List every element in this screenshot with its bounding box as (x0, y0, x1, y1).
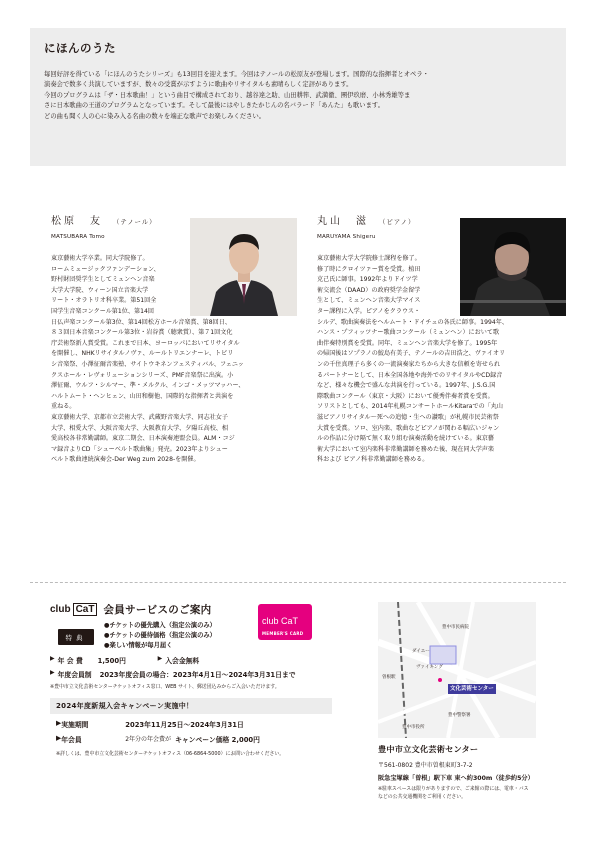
bio-line: ロームミュージックファンデーション、 (51, 265, 160, 273)
venue-name: 豊中市立文化芸術センター (378, 744, 479, 754)
triangle-icon: ▶ (56, 719, 62, 727)
bio-line: ハンス・プフィッツナー歌曲コンクール（ミュンヘン）において歌 (317, 329, 500, 337)
bio-line: ハルトムート・ヘンヒェン、山田和樹他、国際的な指揮者と共演を (51, 392, 234, 400)
intro-title: にほんのうた (44, 41, 116, 55)
bio-line: るパートナーとして、日本全国各地や海外でのリサイタルやCD録音 (317, 371, 503, 379)
bio-line: ８３回日本音楽コンクール第3位・岩谷賞（聴衆賞）、第７1回文化 (51, 329, 233, 337)
map-hospital-label: 豊中市民病院 (442, 625, 469, 630)
tenor-photo (190, 218, 297, 316)
bio-line: 澤征爾、ウルフ・シルマー、準・メルクル、インゴ・メッツマッハー、 (51, 382, 245, 390)
bio-line: 国学生音楽コンクール第1位、第14回 (51, 307, 154, 315)
pianist-photo (460, 218, 566, 316)
bio-line: 東京藝術大学大学院修士課程を修了。 (317, 255, 421, 262)
triangle-icon: ▶ (56, 734, 62, 742)
bio-line: 克己氏に師事。1992年よりドイツ学 (317, 276, 418, 284)
tenor-bio-bottom (51, 318, 301, 466)
access-map (378, 602, 536, 738)
map-daiei-label: ダイエー (412, 649, 430, 654)
venue-note (378, 786, 578, 801)
bio-line: など、様々な機会で盛んな共演を行っている。1997年、J.S.G.国 (317, 382, 496, 390)
bio-line: ター課程に入学。ピアノをクラウス・ (317, 307, 421, 315)
bio-line: リート・オラトリオ科卒業。第51回全 (51, 297, 157, 305)
map-police-label: 豊中警察署 (448, 713, 471, 718)
bio-line: 野村財団奨学生としてミュンヘン音楽 (51, 276, 155, 284)
bio-line: 修了時にクロイツァー賞を受賞。植田 (317, 265, 421, 273)
bio-line: 大学、相愛大学、大阪音楽大学、大阪教育大学、夕陽丘高校、相 (51, 424, 229, 432)
period-label: 年度会員制 (57, 671, 92, 679)
join-note: ※豊中市立文化芸術センターチケットオフィス窓口、WEB サイト、郵送団込みからご入会いただけます。 (50, 684, 280, 690)
campaign-title: 2024年度新規入会キャンペーン実施中！ (50, 698, 332, 714)
venue-address: 〒561-0802 豊中市曽根東町3-7-2 (378, 762, 473, 769)
intro-body (44, 70, 552, 122)
campaign-note: ※詳しくは、豊中市立文化芸術センターチケットオフィス（06-6864-5000）にお問い合わせください。 (56, 751, 285, 757)
triangle-icon: ▶ (50, 669, 55, 676)
bio-line: 生として、ミュンヘン音楽大学マイス (317, 297, 421, 305)
pianist-name: 丸山 滋 (317, 216, 369, 227)
campaign-fee-value: キャンペーン価格 2,000円 (175, 736, 260, 744)
bio-line: クスホール・レヴォリューションシリーズ、PMF音楽祭に出演。小 (51, 371, 234, 379)
bio-line: 滋ピアノリサイタル～死への追憶・生への讃歌」が札幌市民芸術祭 (317, 413, 499, 421)
club-header (50, 602, 370, 617)
tenor-name: 松原 友 (51, 216, 103, 227)
intro-line: 毎回好評を得ている「にほんのうたシリーズ」も13回目を迎えます。今回はテノールの松原友が登場します。国際的な指揮者とオペラ・ (44, 71, 429, 78)
bio-line: 日仏声楽コンクール第3位、第14回松方ホール音楽賞、第8回日、 (51, 318, 231, 326)
bio-line: 重ねる。 (51, 403, 76, 411)
venue-info (378, 744, 578, 801)
bio-line: ルの作品に分け隔て無く取り組む演奏活動を続けている。東京藝 (317, 435, 495, 443)
entry-fee: 入会金無料 (165, 657, 200, 665)
bio-line: マ録音よりCD「シューベルト歌曲集」発売。2023年よりシュー (51, 445, 228, 453)
bio-line: 術大学において室内楽科非常勤講師を務めた後、現在同大学声楽 (317, 445, 495, 453)
bio-line: ベルト歌曲連続演奏会-Der Weg zum 2028-を開催。 (51, 456, 200, 464)
bio-line: 庁芸術祭新人賞受賞。これまで日本、ヨーロッパにおいてリサイタル (51, 339, 240, 347)
bio-line: の帰国後はソプラノの鮫島有美子、テノールの吉田浩之、ヴァイオリ (317, 350, 506, 358)
pianist-bio-bottom (317, 318, 567, 466)
map-vaiking-label: ヴァイキング (416, 665, 443, 670)
perk-badge: 特典 (58, 629, 94, 645)
bio-line: 術交流会（DAAD）の政府奨学金留学 (317, 286, 421, 294)
bio-line: 東京藝術大学、京都市立芸術大学、武蔵野音楽大学、同志社女子 (51, 413, 229, 421)
campaign-fee-label: 年会員 (61, 736, 82, 744)
bio-line: 大学大学院、ウィーン国立音楽大学 (51, 286, 149, 294)
annual-fee-value: 1,500円 (97, 657, 126, 665)
bio-line: 愛高校各非常勤講師。東京二期会、日本演奏連盟会員。ALM・コジ (51, 435, 235, 443)
section-divider (30, 582, 566, 583)
campaign-period-value: 2023年11月25日～2024年3月31日 (125, 721, 244, 729)
pianist-roman-name: MARUYAMA Shigeru (317, 234, 376, 240)
bio-line: ンの千住真理子ら多くの一流演奏家たちから大きな信頼を寄せられ (317, 360, 501, 368)
club-logo-right: CaT (73, 603, 98, 616)
bio-line: 曲伴奏特別賞を受賞。同年、ミュンヘン音楽大学を修了。1995年 (317, 339, 498, 347)
bio-line: 東京藝術大学卒業。同大学院修了。 (51, 255, 149, 262)
perk-list (104, 621, 216, 651)
tenor-role: （テノール） (113, 218, 157, 226)
perk-item: ●チケットの優先購入（指定公演のみ） (104, 622, 216, 629)
map-city-hall-label: 豊中市役所 (402, 725, 425, 730)
bio-line: 大賞を受賞。ソロ、室内楽、歌曲などピアノが関わる幅広いジャン (317, 424, 500, 432)
campaign-fee-line (56, 734, 370, 744)
campaign-period-line (56, 719, 370, 729)
campaign-period-label: 実施期間 (61, 721, 89, 729)
bio-line: を開催し、NHKリサイタルノヴァ、ルールトリエンナーレ、トビリ (51, 350, 234, 358)
intro-section (30, 28, 566, 166)
map-station-label: 曽根駅 (382, 675, 396, 680)
bio-line: 科および ピアノ科非常勤講師を務める。 (317, 456, 429, 464)
bio-line: 際歌曲コンクール（東京・大阪）において優秀伴奏者賞を受賞。 (317, 392, 494, 400)
bio-line: シ音楽祭、小澤征爾音楽塾、サイトウキネンフェスティバル、フェニッ (51, 360, 244, 368)
intro-line: 今回のプログラムは「ザ・日本歌曲！」という曲目で構成されており、越谷達之助、山田耕筰、武満徹、團伊玖磨、小林秀雄等ま (44, 91, 411, 99)
club-membership-section (50, 602, 370, 757)
perk-item: ●チケットの優待価格（指定公演のみ） (104, 632, 216, 639)
annual-fee-line (50, 655, 370, 665)
period-line (50, 669, 370, 679)
member-card-image (258, 604, 312, 640)
tenor-roman-name: MATSUBARA Tomo (51, 234, 105, 240)
card-caption: MEMBER'S CARD (262, 631, 304, 636)
pianist-role: （ピアノ） (379, 218, 416, 226)
triangle-icon: ▶ (157, 655, 163, 662)
club-cat-logo (50, 603, 97, 616)
intro-line: どの曲も聞く人の心に染み入る名曲の数々を端正な歌声でお楽しみください。 (44, 112, 266, 120)
bio-line: シルデ、歌曲演奏法をヘルムート・ドイチュの各氏に師事。1994年、 (317, 318, 508, 326)
venue-access: 阪急宝塚線「曽根」駅下車 東へ約300m（徒歩約5分） (378, 775, 534, 782)
venue-note-line: などの公共交通機関をご利用ください。 (378, 793, 467, 800)
triangle-icon: ▶ (50, 655, 55, 662)
intro-line: 演奏会で数多く共演していますが、数々の受賞が示すように歌曲やリサイタルも素晴らしく定評があります。 (44, 81, 353, 89)
campaign-fee-plain: 2年分の年会費が (125, 736, 172, 743)
card-logo: club CaT (262, 616, 299, 626)
map-venue-label: 文化芸術センター (450, 686, 494, 692)
club-logo-left: club (50, 604, 71, 615)
perk-item: ●楽しい情報が毎月届く (104, 642, 173, 649)
venue-note-line: ※駐車スペースは限りがありますので、ご来館の際には、電車・バス (378, 786, 529, 792)
intro-line: さに日本歌曲の王道のプログラムとなっています。そして最後にはやしきたかじんの名バラード「あんた」も歌います。 (44, 102, 385, 110)
period-value: 2023年度会員の場合：2023年4月1日～2024年3月31日まで (99, 671, 296, 679)
perk-row (50, 621, 370, 651)
club-title: 会員サービスのご案内 (103, 604, 212, 616)
annual-fee-label: 年 会 費 (57, 657, 83, 665)
bio-line: ソリストとしても、2014年札幌コンサートホールKitaraでの「丸山 (317, 403, 504, 411)
